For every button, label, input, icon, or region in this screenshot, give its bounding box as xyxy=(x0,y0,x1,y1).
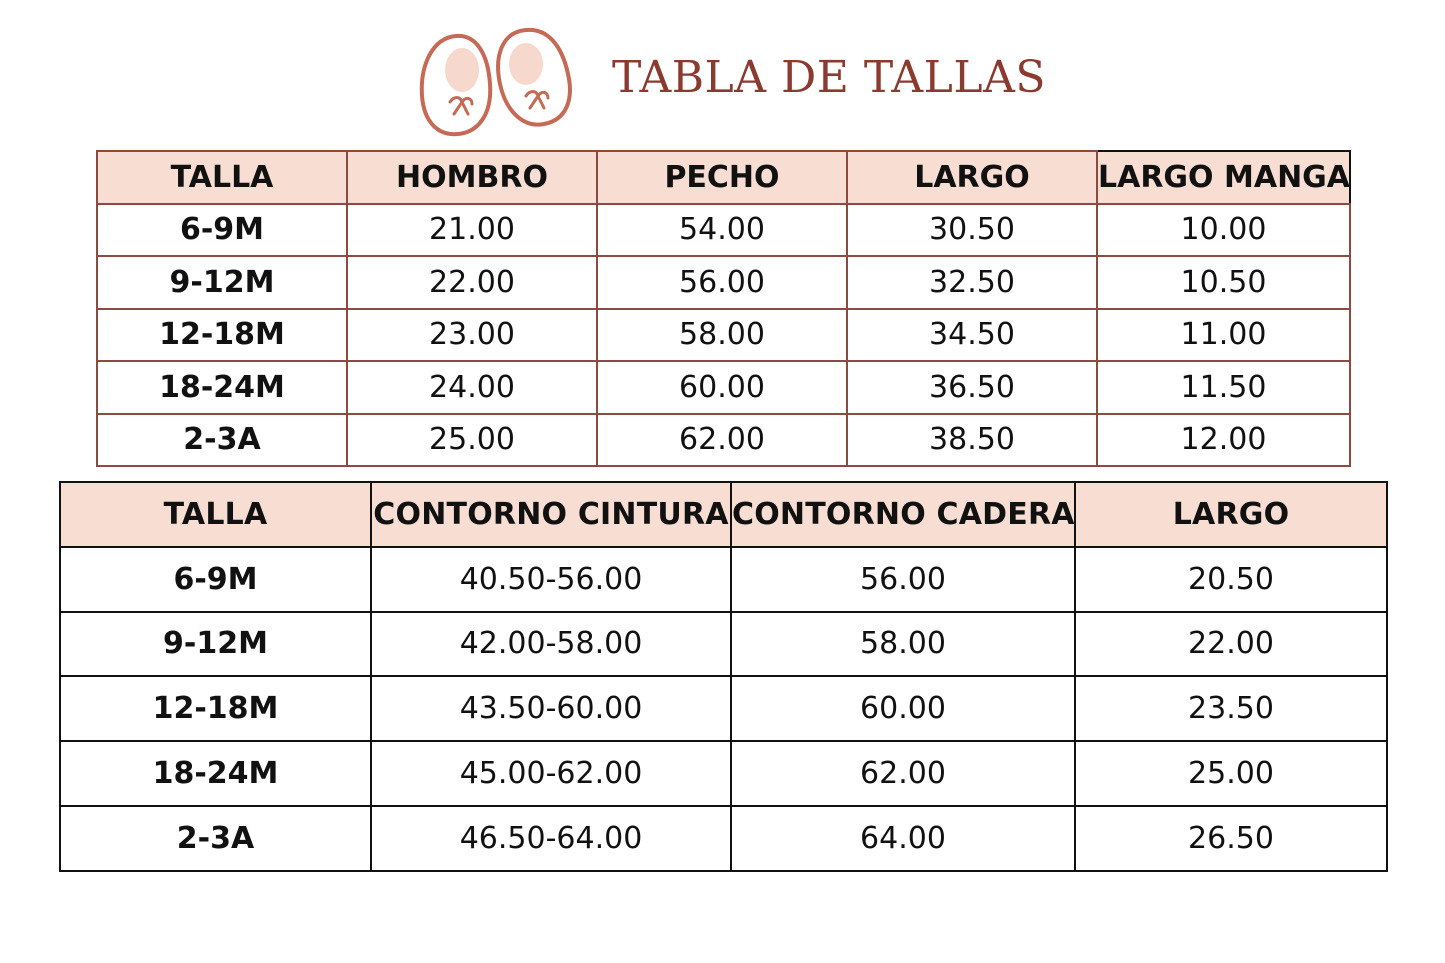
size-cell: 2-3A xyxy=(97,414,347,467)
value-cell: 54.00 xyxy=(597,204,847,257)
value-cell: 22.00 xyxy=(1075,612,1387,677)
size-cell: 12-18M xyxy=(97,309,347,362)
value-cell: 11.50 xyxy=(1097,361,1350,414)
table-row xyxy=(60,806,1387,871)
value-cell: 56.00 xyxy=(731,547,1075,612)
table-row xyxy=(97,361,1350,414)
header-cell: LARGO MANGA xyxy=(1097,151,1350,204)
value-cell: 62.00 xyxy=(597,414,847,467)
table-header-row xyxy=(97,151,1350,204)
header-cell: LARGO xyxy=(1075,482,1387,547)
size-cell: 18-24M xyxy=(60,741,371,806)
value-cell: 56.00 xyxy=(597,256,847,309)
table-row xyxy=(97,309,1350,362)
value-cell: 32.50 xyxy=(847,256,1097,309)
value-cell: 10.00 xyxy=(1097,204,1350,257)
value-cell: 11.00 xyxy=(1097,309,1350,362)
value-cell: 26.50 xyxy=(1075,806,1387,871)
size-cell: 12-18M xyxy=(60,676,371,741)
value-cell: 42.00-58.00 xyxy=(371,612,731,677)
table-row xyxy=(97,204,1350,257)
value-cell: 21.00 xyxy=(347,204,597,257)
table-row xyxy=(97,414,1350,467)
value-cell: 23.50 xyxy=(1075,676,1387,741)
value-cell: 38.50 xyxy=(847,414,1097,467)
value-cell: 43.50-60.00 xyxy=(371,676,731,741)
header-cell: CONTORNO CINTURA xyxy=(371,482,731,547)
value-cell: 10.50 xyxy=(1097,256,1350,309)
header-cell: TALLA xyxy=(97,151,347,204)
size-table-top xyxy=(96,150,1351,467)
header xyxy=(0,22,1445,142)
value-cell: 23.00 xyxy=(347,309,597,362)
size-cell: 9-12M xyxy=(60,612,371,677)
size-table-bottom xyxy=(59,481,1388,872)
size-cell: 18-24M xyxy=(97,361,347,414)
table-row xyxy=(60,547,1387,612)
value-cell: 22.00 xyxy=(347,256,597,309)
size-cell: 2-3A xyxy=(60,806,371,871)
header-cell: CONTORNO CADERA xyxy=(731,482,1075,547)
header-cell: TALLA xyxy=(60,482,371,547)
value-cell: 34.50 xyxy=(847,309,1097,362)
value-cell: 20.50 xyxy=(1075,547,1387,612)
table-row xyxy=(60,741,1387,806)
page-title: TABLA DE TALLAS xyxy=(612,52,1046,103)
value-cell: 60.00 xyxy=(731,676,1075,741)
size-cell: 6-9M xyxy=(97,204,347,257)
value-cell: 30.50 xyxy=(847,204,1097,257)
value-cell: 40.50-56.00 xyxy=(371,547,731,612)
value-cell: 58.00 xyxy=(731,612,1075,677)
value-cell: 58.00 xyxy=(597,309,847,362)
table-header-row xyxy=(60,482,1387,547)
table-row xyxy=(60,612,1387,677)
value-cell: 12.00 xyxy=(1097,414,1350,467)
value-cell: 25.00 xyxy=(1075,741,1387,806)
value-cell: 46.50-64.00 xyxy=(371,806,731,871)
table-row xyxy=(97,256,1350,309)
value-cell: 24.00 xyxy=(347,361,597,414)
header-cell: PECHO xyxy=(597,151,847,204)
header-cell: HOMBRO xyxy=(347,151,597,204)
value-cell: 64.00 xyxy=(731,806,1075,871)
value-cell: 25.00 xyxy=(347,414,597,467)
size-cell: 6-9M xyxy=(60,547,371,612)
value-cell: 62.00 xyxy=(731,741,1075,806)
value-cell: 45.00-62.00 xyxy=(371,741,731,806)
baby-shoes-icon xyxy=(414,26,580,140)
value-cell: 60.00 xyxy=(597,361,847,414)
table-row xyxy=(60,676,1387,741)
size-cell: 9-12M xyxy=(97,256,347,309)
header-cell: LARGO xyxy=(847,151,1097,204)
value-cell: 36.50 xyxy=(847,361,1097,414)
